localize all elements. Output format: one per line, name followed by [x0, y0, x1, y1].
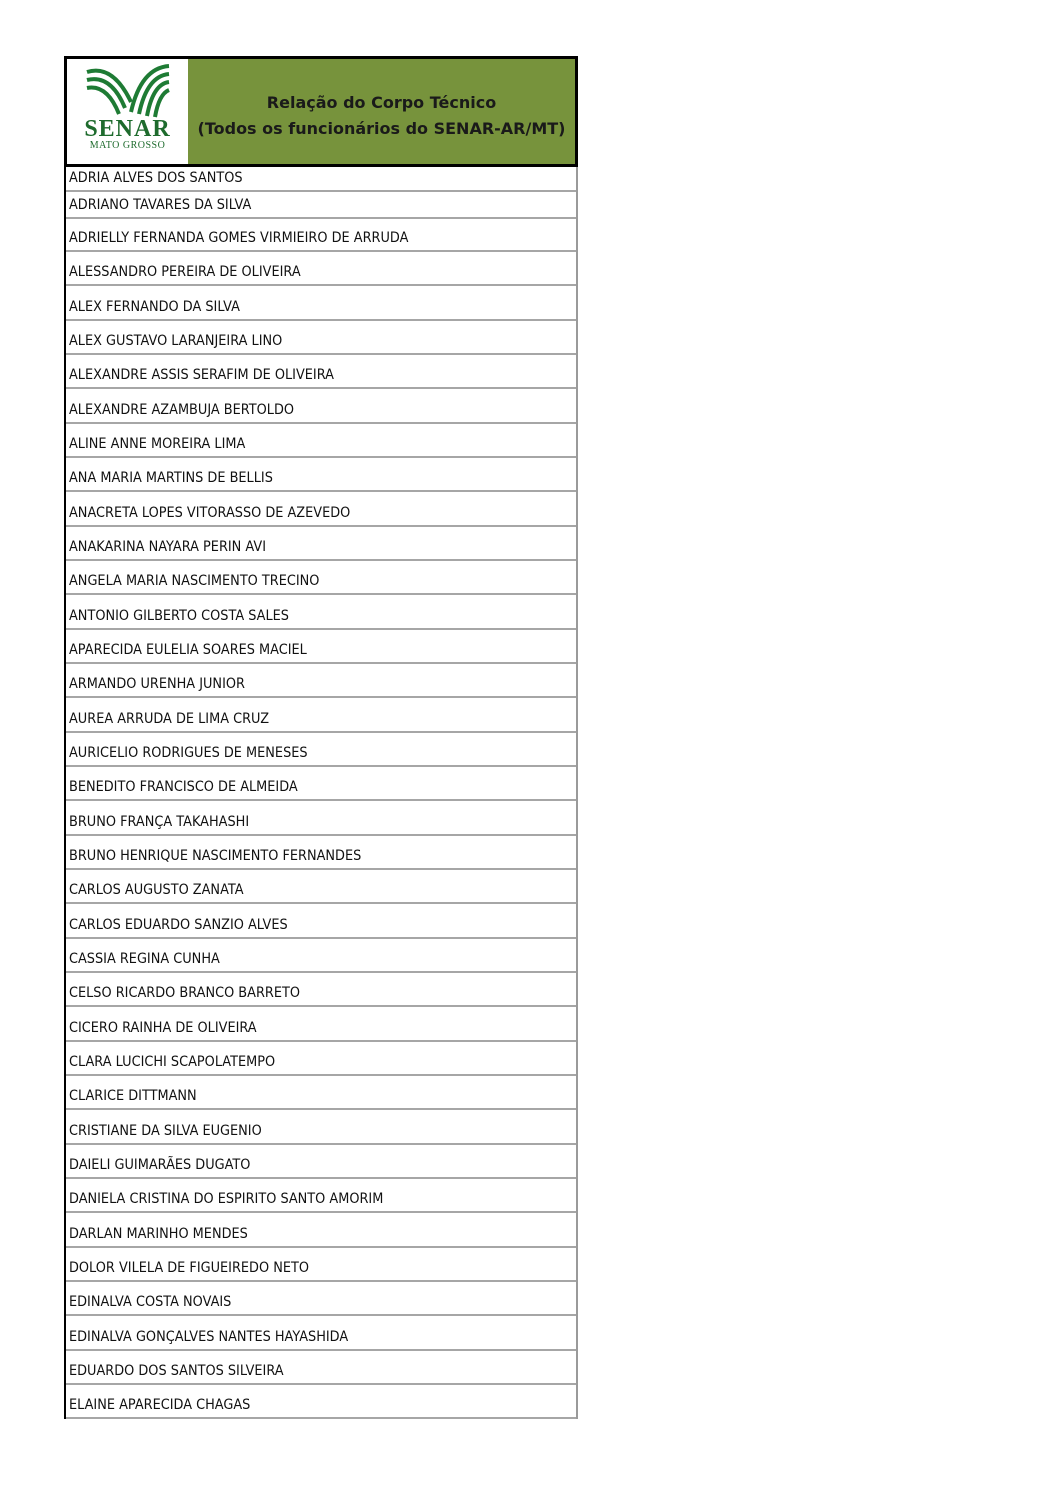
staff-row [66, 1316, 576, 1351]
logo-region: MATO GROSSO [89, 140, 166, 151]
staff-name: ADRIANO TAVARES DA SILVA [69, 197, 252, 213]
staff-name: ANAKARINA NAYARA PERIN AVI [69, 539, 267, 555]
staff-row [66, 870, 576, 904]
staff-list [64, 167, 578, 1419]
staff-name: ALEXANDRE ASSIS SERAFIM DE OLIVEIRA [69, 367, 334, 383]
staff-row [66, 767, 576, 801]
staff-row [66, 973, 576, 1007]
page-subtitle: (Todos os funcionários do SENAR-AR/MT) [197, 118, 566, 138]
staff-name: CARLOS AUGUSTO ZANATA [69, 882, 244, 898]
staff-name: ALEXANDRE AZAMBUJA BERTOLDO [69, 402, 295, 418]
staff-row [66, 836, 576, 870]
staff-row [66, 904, 576, 939]
staff-row [66, 630, 576, 664]
staff-name: AURICELIO RODRIGUES DE MENESES [69, 745, 308, 761]
staff-name: AUREA ARRUDA DE LIMA CRUZ [69, 711, 270, 727]
staff-name: EDINALVA COSTA NOVAIS [69, 1294, 232, 1310]
staff-row [66, 219, 576, 252]
staff-name: ANACRETA LOPES VITORASSO DE AZEVEDO [69, 505, 351, 521]
staff-name: CARLOS EDUARDO SANZIO ALVES [69, 917, 288, 933]
staff-row [66, 492, 576, 527]
staff-row [66, 321, 576, 355]
staff-name: CELSO RICARDO BRANCO BARRETO [69, 985, 300, 1001]
staff-name: ALEX GUSTAVO LARANJEIRA LINO [69, 333, 283, 349]
staff-row [66, 1248, 576, 1282]
staff-table [64, 56, 578, 1419]
staff-row [66, 1385, 576, 1419]
staff-name: CLARICE DITTMANN [69, 1088, 197, 1104]
staff-row [66, 424, 576, 458]
staff-name: ADRIELLY FERNANDA GOMES VIRMIEIRO DE ARRUDA [69, 230, 409, 246]
staff-row [66, 355, 576, 389]
staff-row [66, 664, 576, 698]
table-header [64, 56, 578, 167]
staff-row [66, 733, 576, 767]
staff-row [66, 1076, 576, 1110]
staff-name: ALINE ANNE MOREIRA LIMA [69, 436, 246, 452]
staff-name: ALEX FERNANDO DA SILVA [69, 299, 240, 315]
page-title: Relação do Corpo Técnico [266, 92, 497, 112]
staff-name: CICERO RAINHA DE OLIVEIRA [69, 1020, 257, 1036]
staff-row [66, 1145, 576, 1179]
staff-row [66, 939, 576, 973]
staff-row [66, 458, 576, 492]
staff-name: APARECIDA EULELIA SOARES MACIEL [69, 642, 307, 658]
staff-name: BENEDITO FRANCISCO DE ALMEIDA [69, 779, 298, 795]
title-block [188, 59, 575, 164]
staff-row [66, 1110, 576, 1145]
staff-row [66, 1213, 576, 1248]
staff-row [66, 561, 576, 595]
staff-row [66, 1351, 576, 1385]
staff-name: ARMANDO URENHA JUNIOR [69, 676, 245, 692]
staff-name: BRUNO HENRIQUE NASCIMENTO FERNANDES [69, 848, 362, 864]
staff-name: CLARA LUCICHI SCAPOLATEMPO [69, 1054, 276, 1070]
staff-name: ADRIA ALVES DOS SANTOS [69, 170, 243, 186]
staff-name: DANIELA CRISTINA DO ESPIRITO SANTO AMORIM [69, 1191, 384, 1207]
staff-name: ALESSANDRO PEREIRA DE OLIVEIRA [69, 264, 301, 280]
staff-name: DOLOR VILELA DE FIGUEIREDO NETO [69, 1260, 309, 1276]
staff-row [66, 1007, 576, 1042]
staff-name: EDUARDO DOS SANTOS SILVEIRA [69, 1363, 284, 1379]
staff-name: ANGELA MARIA NASCIMENTO TRECINO [69, 573, 320, 589]
staff-name: CASSIA REGINA CUNHA [69, 951, 220, 967]
staff-row [66, 252, 576, 286]
staff-row [66, 167, 576, 192]
staff-row [66, 192, 576, 219]
staff-name: EDINALVA GONÇALVES NANTES HAYASHIDA [69, 1329, 349, 1345]
staff-row [66, 527, 576, 561]
staff-name: ELAINE APARECIDA CHAGAS [69, 1397, 251, 1413]
staff-row [66, 1042, 576, 1076]
staff-name: DAIELI GUIMARÃES DUGATO [69, 1157, 251, 1173]
staff-name: BRUNO FRANÇA TAKAHASHI [69, 814, 250, 830]
staff-name: ANA MARIA MARTINS DE BELLIS [69, 470, 273, 486]
staff-name: CRISTIANE DA SILVA EUGENIO [69, 1123, 262, 1139]
staff-row [66, 1282, 576, 1316]
staff-row [66, 801, 576, 836]
staff-row [66, 286, 576, 321]
senar-logo [67, 59, 188, 164]
logo-wordmark: SENAR [84, 116, 171, 142]
staff-row [66, 595, 576, 630]
staff-name: ANTONIO GILBERTO COSTA SALES [69, 608, 289, 624]
senar-field-arcs-icon [83, 62, 173, 118]
staff-row [66, 1179, 576, 1213]
staff-row [66, 389, 576, 424]
staff-name: DARLAN MARINHO MENDES [69, 1226, 248, 1242]
staff-row [66, 698, 576, 733]
